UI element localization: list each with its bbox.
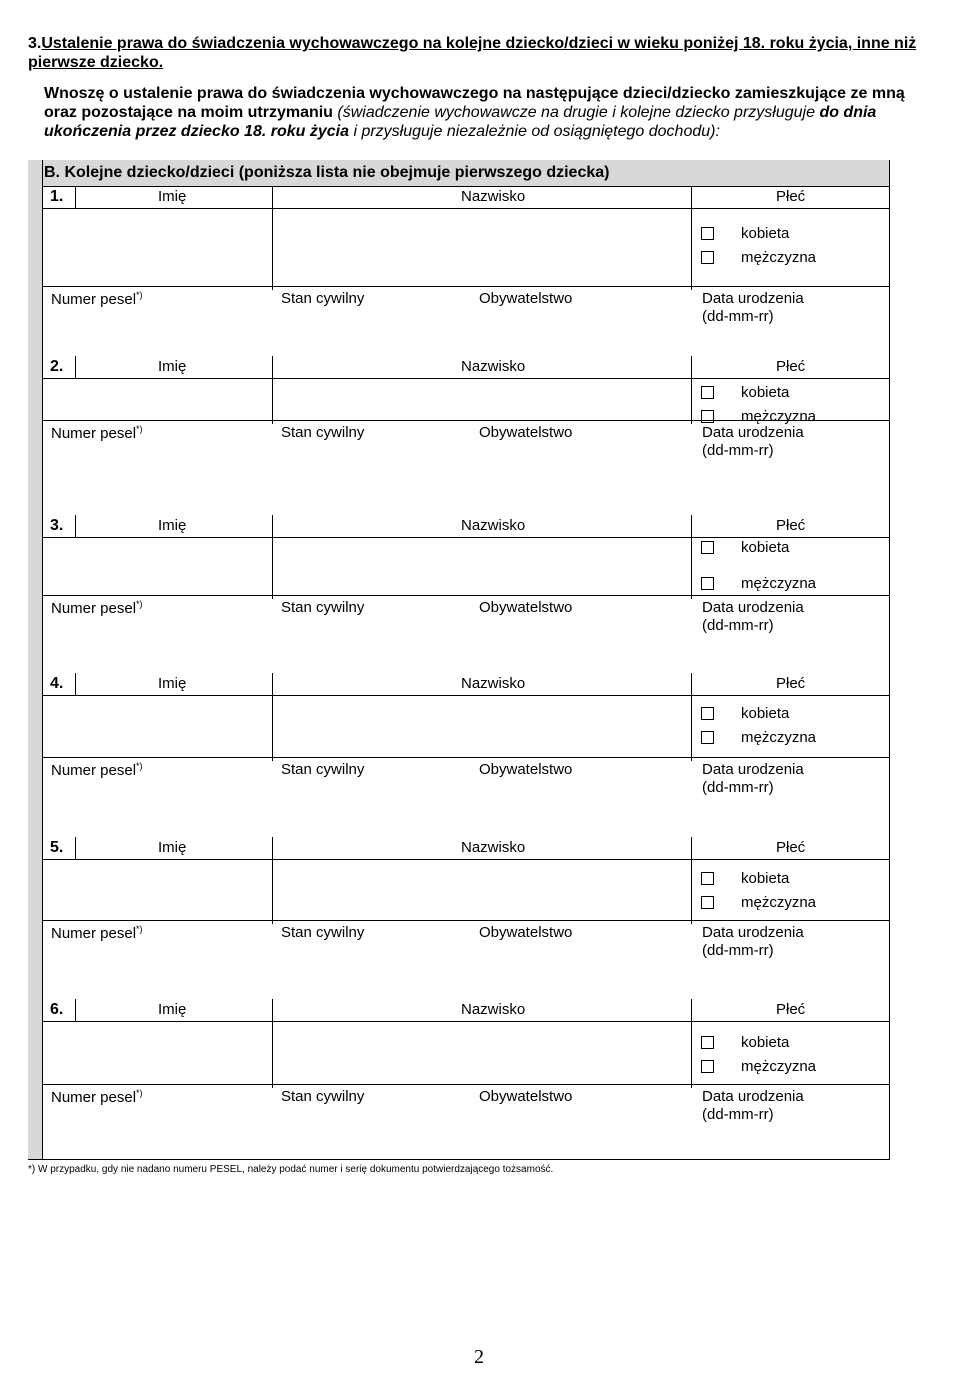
checkbox-kobieta[interactable] <box>701 872 714 885</box>
plec-label: Płeć <box>776 1001 806 1018</box>
date-format-label: (dd-mm-rr) <box>702 1106 774 1123</box>
stan-cywilny-label: Stan cywilny <box>281 924 365 941</box>
checkbox-kobieta[interactable] <box>701 541 714 554</box>
checkbox-mezczyzna[interactable] <box>701 731 714 744</box>
child-index: 1. <box>50 188 64 205</box>
kobieta-label: kobieta <box>741 1034 790 1051</box>
child-entry <box>43 837 890 999</box>
child-entry <box>43 186 890 356</box>
checkbox-kobieta[interactable] <box>701 707 714 720</box>
data-urodzenia-label: Data urodzenia <box>702 924 804 941</box>
date-format-label: (dd-mm-rr) <box>702 779 774 796</box>
child-index: 2. <box>50 358 64 375</box>
checkbox-kobieta[interactable] <box>701 1036 714 1049</box>
imie-label: Imię <box>158 1001 187 1018</box>
pesel-label: Numer pesel*) <box>51 599 143 617</box>
kobieta-label: kobieta <box>741 870 790 887</box>
date-format-label: (dd-mm-rr) <box>702 442 774 459</box>
footnote: *) W przypadku, gdy nie nadano numeru PESEL, należy podać numer i serię dokumentu potwierdzającego tożsamość. <box>28 1164 554 1175</box>
checkbox-mezczyzna[interactable] <box>701 577 714 590</box>
imie-label: Imię <box>158 358 187 375</box>
form-section-title: B. Kolejne dziecko/dzieci (poniższa lista nie obejmuje pierwszego dziecka) <box>44 164 610 181</box>
intro-part2: (świadczenie wychowawcze na drugie i kolejne dziecko przysługuje <box>337 104 815 121</box>
child-entry <box>43 515 890 673</box>
mezczyzna-label: mężczyzna <box>741 575 817 592</box>
data-urodzenia-label: Data urodzenia <box>702 290 804 307</box>
intro-paragraph <box>44 84 924 141</box>
imie-label: Imię <box>158 188 187 205</box>
mezczyzna-label: mężczyzna <box>741 1058 817 1075</box>
checkbox-kobieta[interactable] <box>701 227 714 240</box>
heading-text: Ustalenie prawa do świadczenia wychowawczego na kolejne dziecko/dzieci w wieku poniżej 18. roku życia, inne niż pierwsze dziecko. <box>28 35 917 71</box>
nazwisko-label: Nazwisko <box>461 1001 526 1018</box>
pesel-label: Numer pesel*) <box>51 424 143 442</box>
checkbox-mezczyzna[interactable] <box>701 410 714 423</box>
obywatelstwo-label: Obywatelstwo <box>479 599 573 616</box>
intro-part4: i przysługuje niezależnie od osiągniętego dochodu): <box>353 123 720 140</box>
obywatelstwo-label: Obywatelstwo <box>479 761 573 778</box>
intro-part3: do dnia ukończenia przez dziecko 18. roku życia <box>44 104 877 140</box>
nazwisko-label: Nazwisko <box>461 675 526 692</box>
stan-cywilny-label: Stan cywilny <box>281 599 365 616</box>
nazwisko-label: Nazwisko <box>461 517 526 534</box>
obywatelstwo-label: Obywatelstwo <box>479 1088 573 1105</box>
pesel-label: Numer pesel*) <box>51 924 143 942</box>
plec-label: Płeć <box>776 517 806 534</box>
nazwisko-label: Nazwisko <box>461 839 526 856</box>
imie-label: Imię <box>158 517 187 534</box>
plec-label: Płeć <box>776 839 806 856</box>
data-urodzenia-label: Data urodzenia <box>702 599 804 616</box>
pesel-label: Numer pesel*) <box>51 761 143 779</box>
kobieta-label: kobieta <box>741 384 790 401</box>
data-urodzenia-label: Data urodzenia <box>702 424 804 441</box>
child-index: 6. <box>50 1001 64 1018</box>
stan-cywilny-label: Stan cywilny <box>281 1088 365 1105</box>
nazwisko-label: Nazwisko <box>461 358 526 375</box>
intro-part1: Wnoszę o ustalenie prawa do świadczenia wychowawczego na następujące dzieci/dziecko zamieszkujące ze mną oraz pozostające na moim utrzymaniu <box>44 85 905 121</box>
data-urodzenia-label: Data urodzenia <box>702 761 804 778</box>
obywatelstwo-label: Obywatelstwo <box>479 924 573 941</box>
stan-cywilny-label: Stan cywilny <box>281 761 365 778</box>
plec-label: Płeć <box>776 358 806 375</box>
children-form <box>28 160 890 1160</box>
nazwisko-label: Nazwisko <box>461 188 526 205</box>
section-heading <box>28 34 928 72</box>
checkbox-mezczyzna[interactable] <box>701 896 714 909</box>
mezczyzna-label: mężczyzna <box>741 408 817 425</box>
date-format-label: (dd-mm-rr) <box>702 942 774 959</box>
kobieta-label: kobieta <box>741 225 790 242</box>
pesel-label: Numer pesel*) <box>51 1088 143 1106</box>
child-index: 5. <box>50 839 64 856</box>
child-index: 4. <box>50 675 64 692</box>
mezczyzna-label: mężczyzna <box>741 249 817 266</box>
imie-label: Imię <box>158 675 187 692</box>
stan-cywilny-label: Stan cywilny <box>281 290 365 307</box>
checkbox-mezczyzna[interactable] <box>701 1060 714 1073</box>
heading-number: 3. <box>28 35 42 52</box>
page-number: 2 <box>474 1346 484 1368</box>
child-index: 3. <box>50 517 64 534</box>
child-entry <box>43 356 890 515</box>
imie-label: Imię <box>158 839 187 856</box>
mezczyzna-label: mężczyzna <box>741 729 817 746</box>
date-format-label: (dd-mm-rr) <box>702 617 774 634</box>
mezczyzna-label: mężczyzna <box>741 894 817 911</box>
kobieta-label: kobieta <box>741 539 790 556</box>
data-urodzenia-label: Data urodzenia <box>702 1088 804 1105</box>
obywatelstwo-label: Obywatelstwo <box>479 424 573 441</box>
obywatelstwo-label: Obywatelstwo <box>479 290 573 307</box>
pesel-label: Numer pesel*) <box>51 290 143 308</box>
plec-label: Płeć <box>776 188 806 205</box>
child-entry <box>43 673 890 837</box>
stan-cywilny-label: Stan cywilny <box>281 424 365 441</box>
plec-label: Płeć <box>776 675 806 692</box>
checkbox-mezczyzna[interactable] <box>701 251 714 264</box>
date-format-label: (dd-mm-rr) <box>702 308 774 325</box>
checkbox-kobieta[interactable] <box>701 386 714 399</box>
kobieta-label: kobieta <box>741 705 790 722</box>
child-entry <box>43 999 890 1160</box>
